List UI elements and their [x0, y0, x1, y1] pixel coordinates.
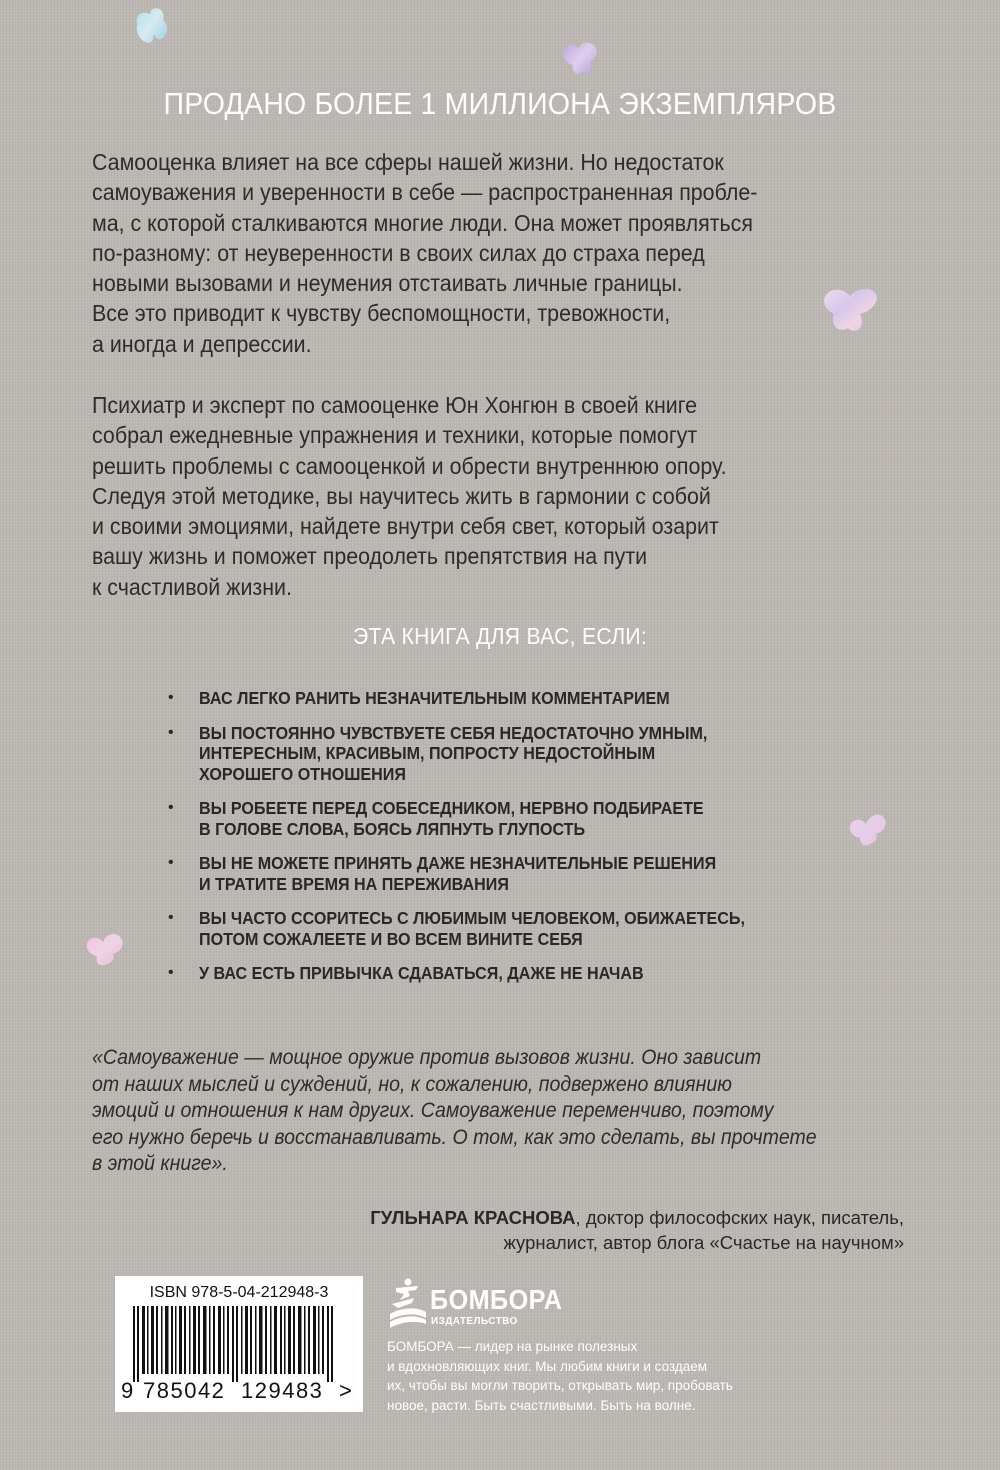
butterfly-icon: [558, 38, 604, 80]
publisher-name: БОМБОРА: [430, 1284, 563, 1315]
text-line: ма, с которой сталкиваются многие люди. Она может проявляться: [92, 209, 753, 236]
list-item-text: ВЫ НЕ МОЖЕТЕ ПРИНЯТЬ ДАЖЕ НЕЗНАЧИТЕЛЬНЫЕ РЕШЕНИЯ: [199, 853, 717, 873]
list-item-text: ИНТЕРЕСНЫМ, КРАСИВЫМ, ПОПРОСТУ НЕДОСТОЙНЫМ: [199, 743, 656, 763]
bombora-logo-icon: [388, 1278, 428, 1328]
list-item-text: ВЫ РОБЕЕТЕ ПЕРЕД СОБЕСЕДНИКОМ, НЕРВНО ПОДБИРАЕТЕ: [199, 798, 704, 818]
description-paragraph-1: [92, 147, 892, 359]
barcode-digits-left: 785042: [143, 1378, 226, 1403]
barcode-icon: [125, 1306, 355, 1382]
bullet-icon: •: [168, 964, 174, 981]
quote-line: «Самоуважение — мощное оружие против вызовов жизни. Оно зависит: [92, 1046, 762, 1069]
quote-line: в этой книге».: [92, 1152, 228, 1175]
text-line: решить проблемы с самооценкой и обрести внутреннюю опору.: [92, 452, 727, 479]
publisher-description-line: БОМБОРА — лидер на рынке полезных: [387, 1339, 638, 1354]
description-paragraph-2: [92, 390, 892, 602]
text-line: самоуважения и уверенности в себе — распространенная пробле-: [92, 179, 758, 206]
bullet-icon: •: [168, 689, 174, 706]
list-item: [168, 798, 868, 839]
list-item-text: ПОТОМ СОЖАЛЕЕТЕ И ВО ВСЕМ ВИНИТЕ СЕБЯ: [199, 928, 583, 949]
list-item: [168, 688, 868, 709]
author-credentials: , доктор философских наук, писатель,: [575, 1207, 904, 1228]
list-item: [168, 963, 868, 984]
quote-attribution: [370, 1205, 904, 1255]
text-line: собрал ежедневные упражнения и техники, которые помогут: [92, 422, 698, 449]
isbn-label: ISBN 978-5-04-212948-3: [149, 1284, 329, 1301]
text-line: Все это приводит к чувству беспомощности, тревожности,: [92, 300, 671, 327]
text-line: новыми вызовами и неумения отстаивать личные границы.: [92, 270, 683, 297]
list-item-text: В ГОЛОВЕ СЛОВА, БОЯСЬ ЛЯПНУТЬ ГЛУПОСТЬ: [199, 818, 586, 839]
text-line: вашу жизнь и поможет преодолеть препятствия на пути: [92, 543, 648, 570]
list-item: [168, 723, 868, 785]
list-item-text: ВЫ ПОСТОЯННО ЧУВСТВУЕТЕ СЕБЯ НЕДОСТАТОЧНО УМНЫМ,: [199, 722, 708, 743]
list-item: [168, 853, 868, 894]
audience-list: [168, 688, 868, 998]
testimonial-quote: [92, 1045, 912, 1178]
bullet-icon: •: [168, 723, 174, 741]
quote-line: его нужно беречь и восстанавливать. О том, как это сделать, вы прочтете: [92, 1125, 817, 1149]
headline: ПРОДАНО БОЛЕЕ 1 МИЛЛИОНА ЭКЗЕМПЛЯРОВ: [163, 86, 837, 121]
bullet-icon: •: [168, 799, 174, 816]
list-item-text: ВЫ ЧАСТО ССОРИТЕСЬ С ЛЮБИМЫМ ЧЕЛОВЕКОМ, ОБИЖАЕТЕСЬ,: [199, 908, 745, 928]
attribution-line-2: журналист, автор блога «Счастье на научном»: [503, 1232, 904, 1253]
publisher-subtitle: ИЗДАТЕЛЬСТВО: [431, 1316, 518, 1327]
list-item-text: У ВАС ЕСТЬ ПРИВЫЧКА СДАВАТЬСЯ, ДАЖЕ НЕ НАЧАВ: [199, 963, 644, 983]
quote-line: от наших мыслей и суждений, но, к сожалению, подвержено влиянию: [92, 1072, 732, 1096]
list-item-text: ВАС ЛЕГКО РАНИТЬ НЕЗНАЧИТЕЛЬНЫМ КОММЕНТАРИЕМ: [199, 688, 670, 708]
bullet-icon: •: [168, 909, 174, 926]
publisher-description: [387, 1337, 733, 1415]
quote-line: эмоций и отношения к нам других. Самоуважение переменчиво, поэтому: [92, 1099, 774, 1122]
list-item: [168, 908, 868, 949]
text-line: Психиатр и эксперт по самооценке Юн Хонгюн в своей книге: [92, 392, 697, 418]
author-name: ГУЛЬНАРА КРАСНОВА: [370, 1207, 576, 1228]
butterfly-icon: [130, 6, 176, 46]
publisher-description-line: их, чтобы вы могли творить, открывать мир, пробовать: [387, 1378, 733, 1393]
list-item-text: И ТРАТИТЕ ВРЕМЯ НА ПЕРЕЖИВАНИЯ: [199, 873, 509, 894]
barcode-end-mark: >: [339, 1378, 354, 1403]
list-heading: ЭТА КНИГА ДЛЯ ВАС, ЕСЛИ:: [352, 623, 648, 649]
barcode-lead-digit: 9: [121, 1378, 135, 1403]
attribution-line-1: [370, 1205, 904, 1230]
publisher-description-line: и вдохновляющих книг. Мы любим книги и создаем: [387, 1358, 708, 1374]
bullet-icon: •: [168, 854, 174, 871]
text-line: по-разному: от неуверенности в своих силах до страха перед: [92, 239, 705, 266]
text-line: а иногда и депрессии.: [92, 330, 312, 357]
butterfly-icon: [83, 932, 127, 972]
text-line: Самооценка влияет на все сферы нашей жизни. Но недостаток: [92, 149, 724, 175]
text-line: Следуя этой методике, вы научитесь жить в гармонии с собой: [92, 482, 711, 509]
publisher-description-line: новое, расти. Быть счастливыми. Быть на волне.: [387, 1397, 696, 1413]
text-line: и своими эмоциями, найдете внутри себя свет, который озарит: [92, 513, 719, 540]
barcode-digits-right: 129483: [241, 1378, 324, 1403]
isbn-barcode: [115, 1276, 363, 1412]
list-item-text: ХОРОШЕГО ОТНОШЕНИЯ: [199, 763, 406, 784]
text-line: к счастливой жизни.: [92, 573, 292, 600]
